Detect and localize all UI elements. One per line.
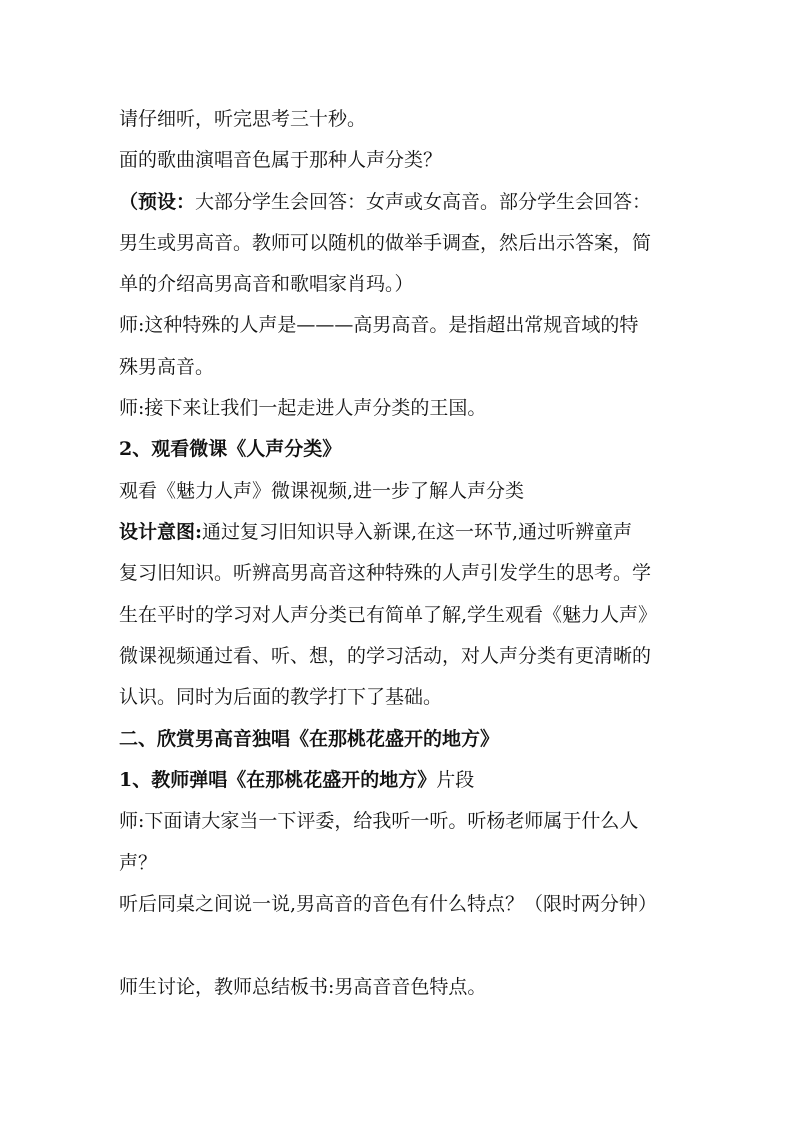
text-line-3: （预设：大部分学生会回答：女声或女高音。部分学生会回答： [119,191,652,213]
text-line-1: 请仔细听，听完思考三十秒。 [119,108,367,130]
text-line-8: 师:接下来让我们一起走进人声分类的王国。 [119,397,487,419]
text-line-20: 听后同桌之间说一说,男高音的音色有什么特点？（限时两分钟） [119,893,658,915]
text-line-10: 观看《魅力人声》微课视频,进一步了解人声分类 [119,480,525,502]
text-line-15: 认识。同时为后面的教学打下了基础。 [119,686,443,708]
text-line-13: 生在平时的学习对人声分类已有简单了解,学生观看《魅力人声》 [119,604,658,626]
text-line-2: 面的歌曲演唱音色属于那种人声分类？ [119,149,443,171]
text-line-6: 师:这种特殊的人声是———高男高音。是指超出常规音域的特 [119,314,639,336]
text-line-21: 师生讨论，教师总结板书:男高音音色特点。 [119,976,487,998]
section-heading-2: 2、观看微课《人声分类》 [119,438,342,460]
design-intent-label: 设计意图: [119,521,203,543]
subsection-heading-1: 1、教师弹唱《在那桃花盛开的地方》片段 [119,769,475,791]
section-heading-two: 二、欣赏男高音独唱《在那桃花盛开的地方》 [119,728,500,750]
text-line-7: 殊男高音。 [119,356,215,378]
text-line-14: 微课视频通过看、听、想，的学习活动，对人声分类有更清晰的 [119,645,652,667]
text-line-18: 师:下面请大家当一下评委，给我听一听。听杨老师属于什么人 [119,810,639,832]
text-line-12: 复习旧知识。听辨高男高音这种特殊的人声引发学生的思考。学 [119,562,652,584]
text-line-11: 设计意图:通过复习旧知识导入新课,在这一环节,通过听辨童声 [119,521,633,543]
preset-label: （预设： [119,191,196,213]
text-line-19: 声？ [119,852,158,874]
text-line-5: 单的介绍高男高音和歌唱家肖玛。） [119,273,414,295]
text-line-4: 男生或男高音。教师可以随机的做举手调查，然后出示答案，简 [119,232,652,254]
